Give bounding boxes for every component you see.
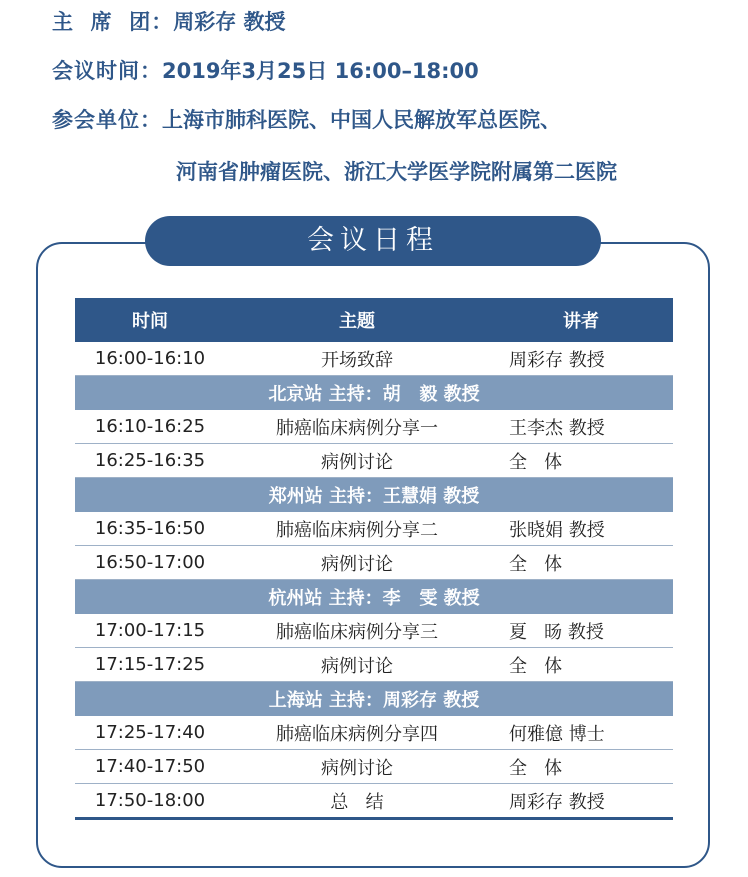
- header-speaker: 讲者: [489, 298, 673, 342]
- chairman-value: 周彩存 教授: [173, 10, 286, 34]
- header-time: 时间: [75, 298, 225, 342]
- topic-cell: 肺癌临床病例分享一: [225, 410, 489, 444]
- time-cell: 17:15-17:25: [75, 648, 225, 682]
- topic-cell: 肺癌临床病例分享四: [225, 716, 489, 750]
- speaker-cell: 张晓娟 教授: [489, 512, 673, 546]
- topic-cell: 病例讨论: [225, 546, 489, 580]
- speaker-cell: 周彩存 教授: [489, 342, 673, 376]
- speaker-cell: 何雅億 博士: [489, 716, 673, 750]
- participants-line-2: [176, 156, 617, 186]
- participants-label: 参会单位：: [52, 108, 162, 132]
- section-row: [75, 478, 673, 513]
- speaker-cell: 全 体: [489, 750, 673, 784]
- section-row: [75, 580, 673, 615]
- speaker-cell: 全 体: [489, 648, 673, 682]
- time-cell: 16:35-16:50: [75, 512, 225, 546]
- time-cell: 16:00-16:10: [75, 342, 225, 376]
- topic-cell: 病例讨论: [225, 648, 489, 682]
- table-row: [75, 716, 673, 750]
- time-cell: 17:50-18:00: [94, 790, 206, 811]
- speaker-cell: 全 体: [489, 444, 673, 478]
- time-cell: 16:50-17:00: [75, 546, 225, 580]
- table-row: [75, 444, 673, 478]
- table-row: [75, 614, 673, 648]
- speaker-cell: 夏 旸 教授: [489, 614, 673, 648]
- participants-value: 上海市肺科医院、中国人民解放军总医院、: [162, 108, 561, 132]
- time-cell: 17:40-17:50: [75, 750, 225, 784]
- speaker-cell: 王李杰 教授: [489, 410, 673, 444]
- schedule-title: 会议日程: [145, 216, 601, 266]
- schedule-table: [75, 298, 673, 820]
- speaker-cell: 全 体: [489, 546, 673, 580]
- time-cell: 16:10-16:25: [75, 410, 225, 444]
- table-row: [75, 410, 673, 444]
- meeting-time-label: 会议时间：: [52, 59, 162, 83]
- table-row: [75, 512, 673, 546]
- section-row: [75, 682, 673, 717]
- header-topic: 主题: [225, 298, 489, 342]
- chairman-line: [52, 6, 286, 36]
- section-label: 杭州站 主持：李 雯 教授: [75, 580, 673, 615]
- topic-cell: 开场致辞: [225, 342, 489, 376]
- chairman-label: 主 席 团：: [52, 10, 174, 34]
- section-label: 上海站 主持：周彩存 教授: [75, 682, 673, 717]
- time-cell: 17:00-17:15: [75, 614, 225, 648]
- section-row: [75, 376, 673, 411]
- topic-cell: 肺癌临床病例分享三: [225, 614, 489, 648]
- speaker-cell: 周彩存 教授: [509, 791, 605, 813]
- topic-cell: 病例讨论: [225, 750, 489, 784]
- section-label: 郑州站 主持：王慧娟 教授: [75, 478, 673, 513]
- table-row: [75, 648, 673, 682]
- table-row: [75, 342, 673, 376]
- table-row: [75, 546, 673, 580]
- topic-cell: 病例讨论: [225, 444, 489, 478]
- time-cell: 17:25-17:40: [75, 716, 225, 750]
- topic-cell: 总 结: [330, 791, 384, 813]
- meeting-time-line: [52, 55, 479, 85]
- table-row: [75, 750, 673, 784]
- table-body: [75, 342, 673, 819]
- table-row: [75, 784, 673, 819]
- time-cell: 16:25-16:35: [75, 444, 225, 478]
- participants-value-2: 河南省肿瘤医院、浙江大学医学院附属第二医院: [176, 160, 617, 184]
- topic-cell: 肺癌临床病例分享二: [225, 512, 489, 546]
- section-label: 北京站 主持：胡 毅 教授: [75, 376, 673, 411]
- participants-line: [52, 104, 561, 134]
- meeting-time-value: 2019年3月25日 16:00–18:00: [162, 59, 479, 83]
- table-header-row: [75, 298, 673, 342]
